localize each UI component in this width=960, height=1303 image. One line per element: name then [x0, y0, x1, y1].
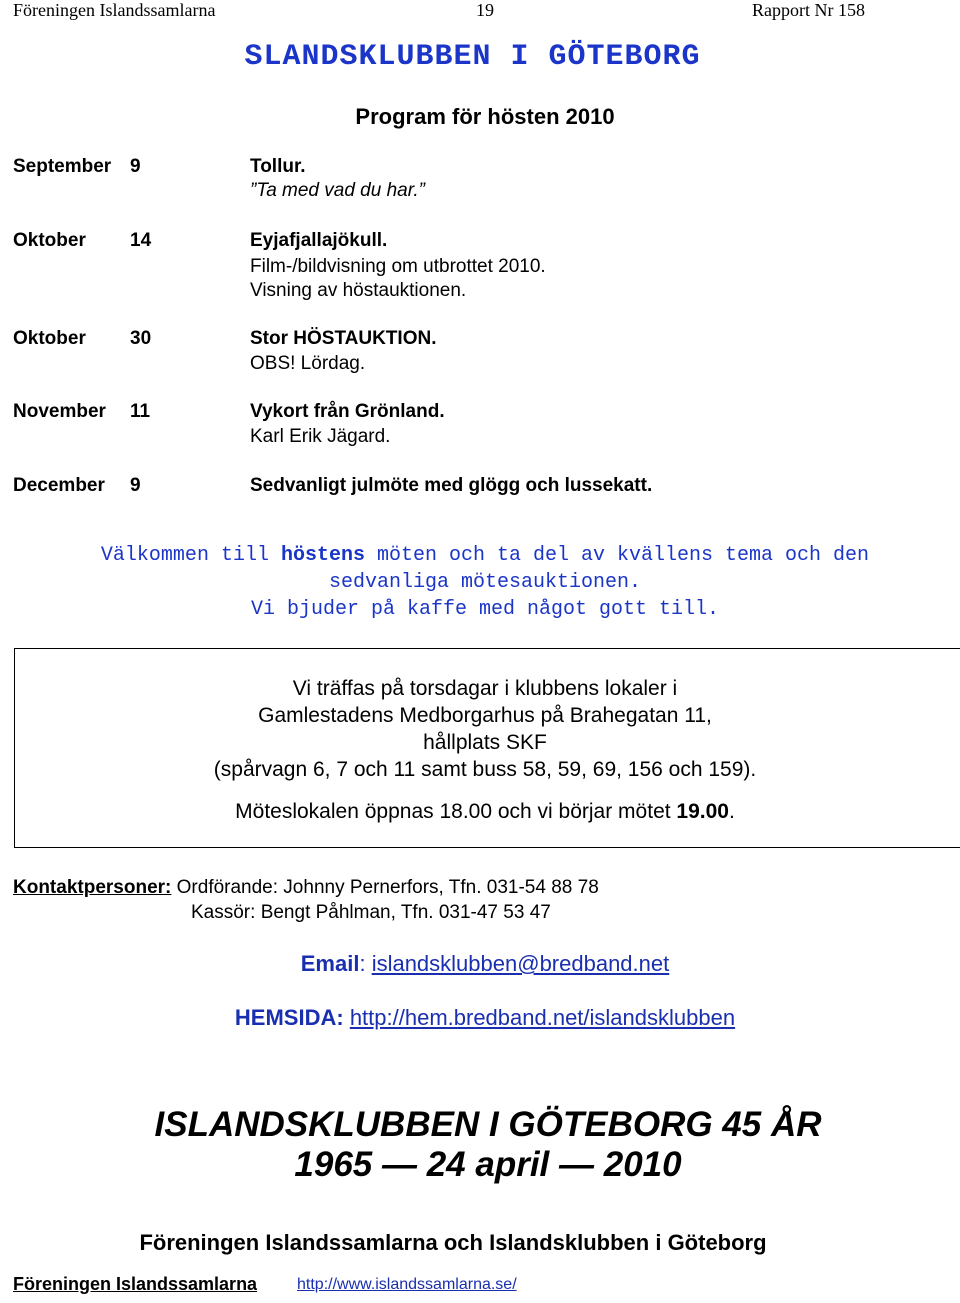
event-month: September — [13, 156, 112, 177]
header-left: Föreningen Islandssamlarna — [13, 0, 216, 20]
contact-chair: Ordförande: Johnny Pernerfors, Tfn. 031-54 88 78 — [176, 877, 599, 898]
email-label: Email — [300, 951, 360, 976]
anniversary-dates: 1965 — 24 april — 2010 — [294, 1145, 682, 1184]
anniversary-title: ISLANDSKLUBBEN I GÖTEBORG 45 ÅR — [154, 1105, 822, 1144]
event-detail: Film-/bildvisning om utbrottet 2010. — [250, 256, 546, 277]
event-day: 9 — [130, 475, 141, 496]
header-right: Rapport Nr 158 — [752, 0, 865, 20]
opening-bold: 19.00 — [676, 800, 729, 823]
homepage-label: HEMSIDA: — [234, 1005, 344, 1030]
event-month: Oktober — [13, 230, 86, 251]
email-link[interactable]: islandsklubben@bredband.net — [371, 951, 670, 976]
club-title: SLANDSKLUBBEN I GÖTEBORG — [244, 40, 701, 74]
footer-left: Föreningen Islandssamlarna — [13, 1274, 258, 1294]
event-month: November — [13, 401, 106, 422]
meeting-line: Vi träffas på torsdagar i klubbens lokaler i — [292, 677, 678, 700]
event-day: 11 — [130, 401, 151, 422]
opening-text: . — [728, 800, 735, 823]
welcome-text: möten och ta del av kvällens tema och den — [364, 544, 870, 567]
footer-organisations: Föreningen Islandssamlarna och Islandsklubben i Göteborg — [139, 1230, 767, 1255]
meeting-line: Gamlestadens Medborgarhus på Brahegatan 11, — [258, 704, 712, 727]
welcome-line-1 — [0, 544, 960, 567]
event-title: Sedvanligt julmöte med glögg och lussekatt. — [250, 475, 653, 496]
event-detail: Visning av höstauktionen. — [250, 280, 467, 301]
event-title: Tollur. — [250, 156, 306, 177]
welcome-line-2: sedvanliga mötesauktionen. — [328, 571, 642, 594]
page-number: 19 — [476, 0, 494, 20]
contact-treasurer: Kassör: Bengt Påhlman, Tfn. 031-47 53 47 — [191, 902, 551, 923]
meeting-line: (spårvagn 6, 7 och 11 samt buss 58, 59, 69, 156 och 159). — [213, 758, 757, 781]
opening-text: Möteslokalen öppnas 18.00 och vi börjar mötet — [235, 800, 677, 823]
event-detail: Karl Erik Jägard. — [250, 426, 391, 447]
welcome-text: Välkommen till — [100, 544, 281, 567]
event-month: December — [13, 475, 105, 496]
contact-line-chair — [13, 877, 599, 899]
email-line — [0, 951, 960, 977]
contact-label: Kontaktpersoner: — [13, 877, 172, 898]
event-title: Eyjafjallajökull. — [250, 230, 388, 251]
event-detail: ”Ta med vad du har.” — [250, 180, 425, 201]
event-detail: OBS! Lördag. — [250, 353, 366, 374]
event-day: 14 — [130, 230, 152, 251]
event-title: Stor HÖSTAUKTION. — [250, 328, 437, 349]
meeting-line: hållplats SKF — [423, 731, 547, 754]
email-separator: : — [359, 951, 372, 976]
event-title: Vykort från Grönland. — [250, 401, 445, 422]
welcome-line-3: Vi bjuder på kaffe med något gott till. — [250, 598, 720, 621]
event-month: Oktober — [13, 328, 86, 349]
meeting-opening-time — [0, 800, 960, 824]
welcome-bold: höstens — [280, 544, 365, 567]
program-heading: Program för hösten 2010 — [355, 104, 615, 129]
footer-website-link[interactable]: http://www.islandssamlarna.se/ — [297, 1276, 517, 1293]
event-day: 30 — [130, 328, 152, 349]
homepage-line — [0, 1005, 960, 1031]
event-day: 9 — [130, 156, 141, 177]
homepage-link[interactable]: http://hem.bredband.net/islandsklubben — [349, 1005, 736, 1030]
